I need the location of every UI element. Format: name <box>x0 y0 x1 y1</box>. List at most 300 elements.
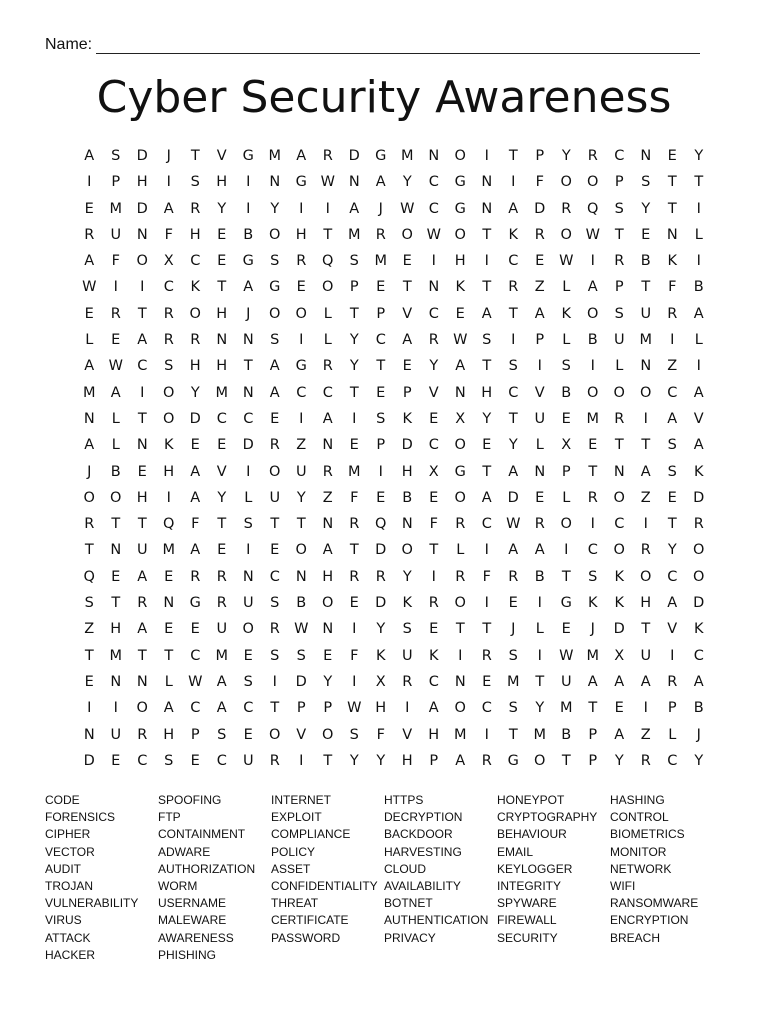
grid-letter[interactable]: Z <box>667 358 678 375</box>
grid-letter[interactable]: S <box>641 174 651 191</box>
grid-letter[interactable]: T <box>614 226 624 243</box>
grid-letter[interactable]: Y <box>376 752 386 769</box>
grid-letter[interactable]: T <box>508 410 518 427</box>
grid-letter[interactable]: M <box>347 463 361 480</box>
grid-letter[interactable]: N <box>481 174 493 191</box>
grid-letter[interactable]: H <box>163 463 175 480</box>
grid-letter[interactable]: A <box>137 568 148 585</box>
grid-letter[interactable]: E <box>270 542 280 559</box>
grid-letter[interactable]: S <box>164 752 174 769</box>
grid-letter[interactable]: I <box>299 752 304 769</box>
grid-letter[interactable]: R <box>190 332 201 349</box>
grid-letter[interactable]: S <box>376 410 386 427</box>
grid-letter[interactable]: S <box>482 332 492 349</box>
grid-letter[interactable]: E <box>217 253 227 270</box>
grid-letter[interactable]: A <box>481 305 492 322</box>
grid-letter[interactable]: H <box>295 226 307 243</box>
grid-letter[interactable]: I <box>378 463 383 480</box>
grid-letter[interactable]: H <box>136 174 148 191</box>
grid-letter[interactable]: K <box>455 279 465 296</box>
grid-letter[interactable]: A <box>137 621 148 638</box>
grid-letter[interactable]: A <box>614 673 625 690</box>
grid-letter[interactable]: I <box>590 358 595 375</box>
grid-letter[interactable]: E <box>323 647 333 664</box>
grid-letter[interactable]: N <box>401 516 413 533</box>
grid-letter[interactable]: I <box>299 200 304 217</box>
grid-letter[interactable]: D <box>83 752 95 769</box>
grid-letter[interactable]: G <box>189 595 201 612</box>
grid-letter[interactable]: Q <box>375 516 387 533</box>
grid-letter[interactable]: A <box>163 200 174 217</box>
grid-letter[interactable]: V <box>216 463 227 480</box>
grid-letter[interactable]: E <box>190 621 200 638</box>
grid-letter[interactable]: Y <box>667 542 677 559</box>
grid-letter[interactable]: D <box>189 410 201 427</box>
grid-letter[interactable]: E <box>270 410 280 427</box>
grid-letter[interactable]: N <box>295 568 307 585</box>
grid-letter[interactable]: I <box>246 463 251 480</box>
grid-letter[interactable]: H <box>163 726 175 743</box>
grid-letter[interactable]: E <box>482 437 492 454</box>
grid-letter[interactable]: S <box>84 595 94 612</box>
grid-letter[interactable]: V <box>693 410 704 427</box>
grid-letter[interactable]: I <box>87 700 92 717</box>
grid-letter[interactable]: C <box>163 279 174 296</box>
grid-letter[interactable]: G <box>454 463 466 480</box>
grid-letter[interactable]: T <box>482 226 492 243</box>
grid-letter[interactable]: O <box>693 568 705 585</box>
grid-letter[interactable]: I <box>643 700 648 717</box>
grid-letter[interactable]: A <box>269 384 280 401</box>
grid-letter[interactable]: A <box>269 358 280 375</box>
grid-letter[interactable]: O <box>401 542 413 559</box>
grid-letter[interactable]: C <box>190 647 201 664</box>
grid-letter[interactable]: M <box>374 253 387 270</box>
grid-letter[interactable]: R <box>428 595 439 612</box>
grid-letter[interactable]: O <box>136 700 148 717</box>
grid-letter[interactable]: H <box>216 174 228 191</box>
grid-letter[interactable]: T <box>296 516 306 533</box>
grid-letter[interactable]: V <box>428 384 439 401</box>
grid-letter[interactable]: P <box>296 700 306 717</box>
grid-letter[interactable]: A <box>428 700 439 717</box>
grid-letter[interactable]: C <box>614 516 625 533</box>
grid-letter[interactable]: G <box>242 253 254 270</box>
grid-letter[interactable]: W <box>559 253 574 270</box>
grid-letter[interactable]: T <box>641 621 651 638</box>
grid-letter[interactable]: V <box>667 621 678 638</box>
grid-letter[interactable]: W <box>400 200 415 217</box>
grid-letter[interactable]: P <box>588 752 598 769</box>
grid-letter[interactable]: A <box>455 358 466 375</box>
grid-letter[interactable]: I <box>484 148 489 164</box>
grid-letter[interactable]: A <box>481 489 492 506</box>
grid-letter[interactable]: N <box>613 463 625 480</box>
grid-letter[interactable]: T <box>111 595 121 612</box>
grid-letter[interactable]: R <box>534 516 545 533</box>
grid-letter[interactable]: E <box>190 752 200 769</box>
grid-letter[interactable]: T <box>667 200 677 217</box>
grid-letter[interactable]: I <box>87 174 92 191</box>
grid-letter[interactable]: T <box>349 384 359 401</box>
grid-letter[interactable]: R <box>693 516 704 533</box>
grid-letter[interactable]: T <box>588 700 598 717</box>
grid-letter[interactable]: B <box>693 700 704 717</box>
grid-letter[interactable]: A <box>84 148 95 164</box>
grid-letter[interactable]: Y <box>217 200 227 217</box>
grid-letter[interactable]: L <box>164 673 173 690</box>
grid-letter[interactable]: E <box>376 384 386 401</box>
grid-letter[interactable]: S <box>508 358 518 375</box>
grid-letter[interactable]: N <box>454 673 466 690</box>
grid-letter[interactable]: I <box>246 200 251 217</box>
grid-letter[interactable]: E <box>402 253 412 270</box>
grid-letter[interactable]: A <box>508 200 519 217</box>
grid-letter[interactable]: S <box>561 358 571 375</box>
grid-letter[interactable]: E <box>84 200 94 217</box>
grid-letter[interactable]: C <box>322 384 333 401</box>
grid-letter[interactable]: B <box>640 253 651 270</box>
grid-letter[interactable]: L <box>456 542 465 559</box>
grid-letter[interactable]: S <box>667 463 677 480</box>
grid-letter[interactable]: N <box>242 568 254 585</box>
grid-letter[interactable]: R <box>110 305 121 322</box>
grid-letter[interactable]: N <box>428 279 440 296</box>
grid-letter[interactable]: N <box>110 542 122 559</box>
grid-letter[interactable]: L <box>244 489 253 506</box>
grid-letter[interactable]: I <box>537 595 542 612</box>
grid-letter[interactable]: R <box>163 305 174 322</box>
grid-letter[interactable]: Y <box>402 568 412 585</box>
grid-letter[interactable]: K <box>190 279 200 296</box>
grid-letter[interactable]: A <box>216 700 227 717</box>
grid-letter[interactable]: R <box>216 595 227 612</box>
grid-letter[interactable]: N <box>110 673 122 690</box>
grid-letter[interactable]: I <box>352 621 357 638</box>
grid-letter[interactable]: I <box>537 358 542 375</box>
grid-letter[interactable]: I <box>458 647 463 664</box>
grid-letter[interactable]: L <box>562 489 571 506</box>
grid-letter[interactable]: T <box>376 358 386 375</box>
grid-letter[interactable]: W <box>453 332 468 349</box>
grid-letter[interactable]: R <box>137 595 148 612</box>
grid-letter[interactable]: E <box>429 410 439 427</box>
grid-letter[interactable]: C <box>296 384 307 401</box>
grid-letter[interactable]: O <box>454 437 466 454</box>
grid-letter[interactable]: I <box>246 542 251 559</box>
grid-letter[interactable]: L <box>668 726 677 743</box>
grid-letter[interactable]: E <box>164 621 174 638</box>
grid-letter[interactable]: C <box>137 752 148 769</box>
grid-letter[interactable]: R <box>216 568 227 585</box>
grid-letter[interactable]: E <box>84 305 94 322</box>
grid-letter[interactable]: O <box>613 542 625 559</box>
grid-letter[interactable]: A <box>402 332 413 349</box>
grid-letter[interactable]: I <box>352 410 357 427</box>
grid-letter[interactable]: W <box>108 358 123 375</box>
grid-letter[interactable]: N <box>163 595 175 612</box>
grid-letter[interactable]: A <box>534 542 545 559</box>
grid-letter[interactable]: N <box>640 148 652 164</box>
grid-letter[interactable]: T <box>508 148 518 164</box>
grid-letter[interactable]: O <box>322 726 334 743</box>
grid-letter[interactable]: R <box>614 410 625 427</box>
grid-letter[interactable]: E <box>588 437 598 454</box>
grid-letter[interactable]: J <box>511 621 516 638</box>
grid-letter[interactable]: E <box>217 542 227 559</box>
grid-letter[interactable]: N <box>454 384 466 401</box>
grid-letter[interactable]: N <box>83 410 95 427</box>
grid-letter[interactable]: O <box>295 305 307 322</box>
grid-letter[interactable]: Y <box>349 358 359 375</box>
grid-letter[interactable]: W <box>506 516 521 533</box>
grid-letter[interactable]: Y <box>694 752 704 769</box>
grid-letter[interactable]: U <box>216 621 228 638</box>
grid-letter[interactable]: W <box>347 700 362 717</box>
grid-letter[interactable]: I <box>511 332 516 349</box>
grid-letter[interactable]: L <box>562 332 571 349</box>
grid-letter[interactable]: R <box>534 226 545 243</box>
grid-letter[interactable]: I <box>696 358 701 375</box>
grid-letter[interactable]: O <box>163 410 175 427</box>
grid-letter[interactable]: S <box>508 647 518 664</box>
grid-letter[interactable]: R <box>190 200 201 217</box>
grid-letter[interactable]: T <box>111 516 121 533</box>
grid-letter[interactable]: O <box>242 621 254 638</box>
grid-letter[interactable]: K <box>693 463 704 480</box>
grid-letter[interactable]: O <box>613 489 625 506</box>
grid-letter[interactable]: R <box>163 332 174 349</box>
grid-letter[interactable]: T <box>349 542 359 559</box>
grid-letter[interactable]: A <box>322 542 333 559</box>
grid-letter[interactable]: R <box>587 148 598 164</box>
grid-letter[interactable]: I <box>113 279 118 296</box>
grid-letter[interactable]: S <box>614 305 624 322</box>
grid-letter[interactable]: M <box>533 726 546 743</box>
grid-letter[interactable]: U <box>640 305 652 322</box>
grid-letter[interactable]: I <box>431 568 436 585</box>
grid-letter[interactable]: I <box>166 489 171 506</box>
grid-letter[interactable]: T <box>667 516 677 533</box>
grid-letter[interactable]: A <box>84 358 95 375</box>
grid-letter[interactable]: K <box>693 621 704 638</box>
grid-letter[interactable]: P <box>614 174 624 191</box>
grid-letter[interactable]: S <box>190 174 200 191</box>
grid-letter[interactable]: F <box>376 726 385 743</box>
grid-letter[interactable]: O <box>587 174 599 191</box>
grid-letter[interactable]: A <box>216 673 227 690</box>
grid-letter[interactable]: E <box>614 700 624 717</box>
grid-letter[interactable]: E <box>84 673 94 690</box>
grid-letter[interactable]: X <box>375 673 386 690</box>
grid-letter[interactable]: N <box>666 226 678 243</box>
grid-letter[interactable]: H <box>375 700 387 717</box>
grid-letter[interactable]: P <box>349 279 359 296</box>
grid-letter[interactable]: Y <box>535 700 545 717</box>
grid-letter[interactable]: X <box>428 463 439 480</box>
grid-letter[interactable]: I <box>352 673 357 690</box>
grid-letter[interactable]: S <box>243 516 253 533</box>
grid-letter[interactable]: R <box>375 226 386 243</box>
grid-letter[interactable]: H <box>216 358 228 375</box>
grid-letter[interactable]: X <box>455 410 466 427</box>
grid-letter[interactable]: T <box>323 752 333 769</box>
grid-letter[interactable]: G <box>560 595 572 612</box>
grid-letter[interactable]: Y <box>641 200 651 217</box>
grid-letter[interactable]: A <box>508 463 519 480</box>
grid-letter[interactable]: I <box>140 384 145 401</box>
grid-letter[interactable]: C <box>481 700 492 717</box>
grid-letter[interactable]: E <box>349 437 359 454</box>
grid-letter[interactable]: W <box>426 226 441 243</box>
grid-letter[interactable]: I <box>643 516 648 533</box>
grid-letter[interactable]: T <box>667 174 677 191</box>
grid-letter[interactable]: O <box>560 516 572 533</box>
grid-letter[interactable]: R <box>455 568 466 585</box>
grid-letter[interactable]: M <box>82 384 96 401</box>
grid-letter[interactable]: M <box>109 647 122 664</box>
grid-letter[interactable]: I <box>299 410 304 427</box>
grid-letter[interactable]: M <box>586 410 599 427</box>
grid-letter[interactable]: C <box>269 568 280 585</box>
grid-letter[interactable]: R <box>455 516 466 533</box>
grid-letter[interactable]: M <box>506 673 520 690</box>
grid-letter[interactable]: Y <box>349 332 359 349</box>
grid-letter[interactable]: S <box>270 253 280 270</box>
grid-letter[interactable]: L <box>535 621 544 638</box>
grid-letter[interactable]: O <box>587 305 599 322</box>
grid-letter[interactable]: T <box>137 305 147 322</box>
grid-letter[interactable]: S <box>164 358 174 375</box>
grid-letter[interactable]: I <box>166 174 171 191</box>
grid-letter[interactable]: Q <box>163 516 175 533</box>
grid-letter[interactable]: T <box>217 516 227 533</box>
grid-letter[interactable]: P <box>535 148 545 164</box>
grid-letter[interactable]: A <box>587 279 598 296</box>
grid-letter[interactable]: U <box>242 595 254 612</box>
grid-letter[interactable]: F <box>668 279 677 296</box>
grid-letter[interactable]: P <box>667 700 677 717</box>
grid-letter[interactable]: W <box>294 621 309 638</box>
grid-letter[interactable]: I <box>696 200 701 217</box>
grid-letter[interactable]: U <box>269 489 281 506</box>
grid-letter[interactable]: R <box>269 752 280 769</box>
grid-letter[interactable]: H <box>189 358 201 375</box>
grid-letter[interactable]: B <box>296 595 307 612</box>
grid-letter[interactable]: N <box>136 437 148 454</box>
grid-letter[interactable]: I <box>140 279 145 296</box>
grid-letter[interactable]: R <box>508 568 519 585</box>
grid-letter[interactable]: C <box>137 358 148 375</box>
grid-letter[interactable]: N <box>534 463 546 480</box>
grid-letter[interactable]: I <box>299 332 304 349</box>
grid-letter[interactable]: J <box>87 463 92 480</box>
grid-letter[interactable]: A <box>349 200 360 217</box>
grid-letter[interactable]: R <box>84 516 95 533</box>
grid-letter[interactable]: T <box>270 700 280 717</box>
grid-letter[interactable]: A <box>110 384 121 401</box>
grid-letter[interactable]: R <box>269 621 280 638</box>
grid-letter[interactable]: S <box>402 621 412 638</box>
grid-letter[interactable]: E <box>111 752 121 769</box>
grid-letter[interactable]: U <box>640 647 652 664</box>
grid-letter[interactable]: T <box>217 279 227 296</box>
grid-letter[interactable]: E <box>349 595 359 612</box>
grid-letter[interactable]: R <box>667 673 678 690</box>
grid-letter[interactable]: O <box>136 253 148 270</box>
grid-letter[interactable]: K <box>614 568 624 585</box>
grid-letter[interactable]: D <box>401 437 413 454</box>
grid-letter[interactable]: C <box>428 174 439 191</box>
grid-letter[interactable]: K <box>667 253 677 270</box>
grid-letter[interactable]: X <box>561 437 572 454</box>
grid-letter[interactable]: E <box>190 437 200 454</box>
grid-letter[interactable]: T <box>137 410 147 427</box>
grid-letter[interactable]: E <box>402 358 412 375</box>
grid-letter[interactable]: D <box>295 673 307 690</box>
grid-letter[interactable]: N <box>136 673 148 690</box>
grid-letter[interactable]: O <box>269 305 281 322</box>
grid-letter[interactable]: O <box>322 279 334 296</box>
grid-letter[interactable]: S <box>349 253 359 270</box>
grid-letter[interactable]: E <box>667 148 677 164</box>
grid-letter[interactable]: S <box>508 700 518 717</box>
grid-letter[interactable]: T <box>641 279 651 296</box>
grid-letter[interactable]: K <box>587 595 598 612</box>
grid-letter[interactable]: O <box>269 726 281 743</box>
grid-letter[interactable]: A <box>84 437 95 454</box>
grid-letter[interactable]: C <box>614 148 625 164</box>
grid-letter[interactable]: T <box>694 174 704 191</box>
grid-letter[interactable]: S <box>270 647 280 664</box>
grid-letter[interactable]: U <box>242 752 254 769</box>
grid-letter[interactable]: K <box>614 595 624 612</box>
grid-letter[interactable]: K <box>163 437 174 454</box>
grid-letter[interactable]: M <box>347 226 361 243</box>
grid-letter[interactable]: R <box>322 358 333 375</box>
grid-letter[interactable]: M <box>639 332 652 349</box>
grid-letter[interactable]: L <box>562 279 571 296</box>
grid-letter[interactable]: G <box>454 174 466 191</box>
grid-letter[interactable]: I <box>511 174 516 191</box>
grid-letter[interactable]: S <box>217 726 227 743</box>
grid-letter[interactable]: T <box>588 463 598 480</box>
grid-letter[interactable]: W <box>585 226 600 243</box>
grid-letter[interactable]: N <box>83 726 95 743</box>
grid-letter[interactable]: D <box>534 200 546 217</box>
grid-letter[interactable]: R <box>402 673 413 690</box>
grid-letter[interactable]: J <box>246 305 251 322</box>
grid-letter[interactable]: A <box>190 542 201 559</box>
grid-letter[interactable]: A <box>375 174 386 191</box>
grid-letter[interactable]: I <box>643 410 648 427</box>
grid-letter[interactable]: O <box>454 489 466 506</box>
grid-letter[interactable]: T <box>137 516 147 533</box>
grid-letter[interactable]: R <box>481 647 492 664</box>
grid-letter[interactable]: A <box>640 463 651 480</box>
grid-letter[interactable]: R <box>428 332 439 349</box>
grid-letter[interactable]: J <box>166 148 171 164</box>
grid-letter[interactable]: E <box>482 673 492 690</box>
grid-letter[interactable]: O <box>454 595 466 612</box>
grid-letter[interactable]: B <box>402 489 413 506</box>
grid-letter[interactable]: C <box>508 253 519 270</box>
grid-letter[interactable]: J <box>696 726 701 743</box>
grid-letter[interactable]: O <box>640 568 652 585</box>
grid-letter[interactable]: B <box>693 279 704 296</box>
grid-letter[interactable]: L <box>85 332 94 349</box>
grid-letter[interactable]: O <box>295 542 307 559</box>
